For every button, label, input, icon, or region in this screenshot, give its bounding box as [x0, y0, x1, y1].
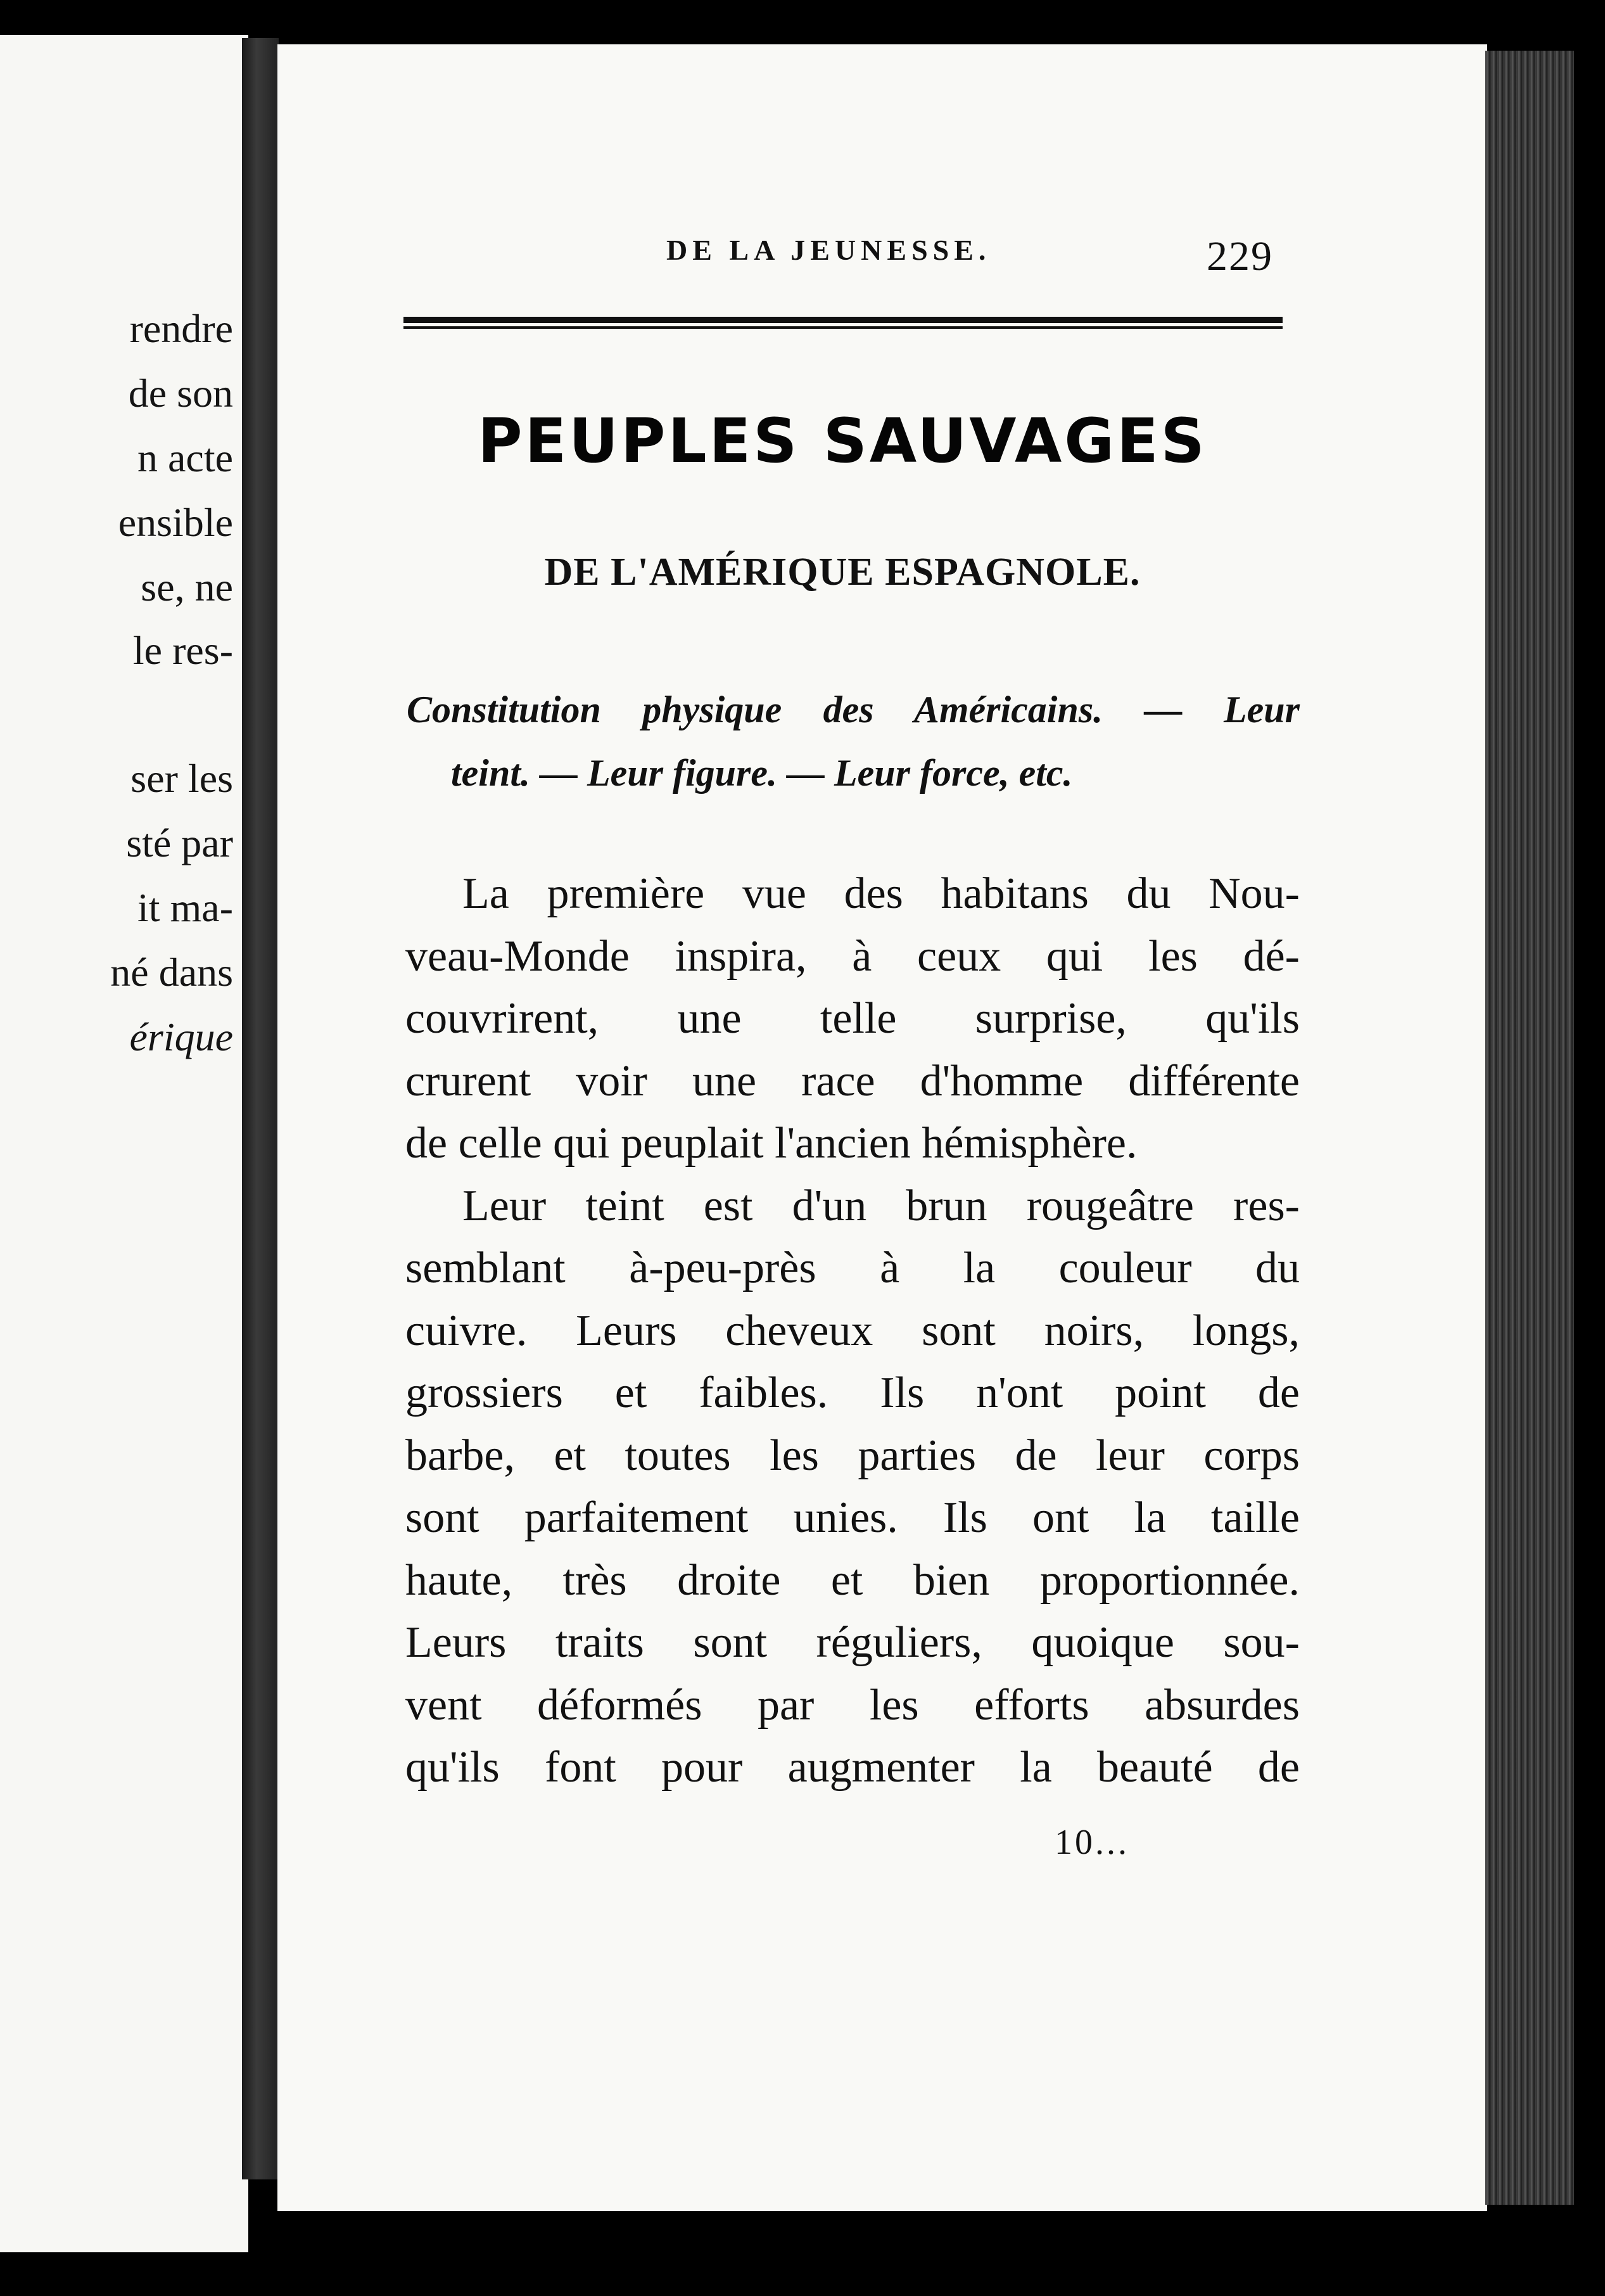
left-page-line: ensible	[118, 500, 233, 545]
left-page-line: rendre	[129, 306, 233, 351]
scan-border	[0, 0, 1605, 38]
left-page-line: le res-	[132, 628, 233, 673]
header-rule-thick	[403, 317, 1283, 323]
body-line: Leur teint est d'un brun rougeâtre res-	[462, 1181, 1300, 1230]
left-page	[0, 35, 248, 2252]
summary-line: teint. — Leur figure. — Leur force, etc.	[451, 752, 1073, 794]
left-page-line: it ma-	[137, 885, 233, 930]
summary-line: Constitution physique des Américains. — Leur	[407, 689, 1300, 730]
body-line: semblant à-peu-près à la couleur du	[405, 1244, 1300, 1292]
left-page-line: érique	[129, 1014, 233, 1059]
body-line: qu'ils font pour augmenter la beauté de	[405, 1743, 1300, 1792]
body-line: crurent voir une race d'homme différente	[405, 1056, 1300, 1106]
body-line: La première vue des habitans du Nou-	[462, 869, 1300, 918]
body-line: grossiers et faibles. Ils n'ont point de	[405, 1368, 1300, 1417]
left-page-line: sté par	[126, 820, 233, 865]
body-line: Leurs traits sont réguliers, quoique sou-	[405, 1618, 1300, 1667]
body-line: cuivre. Leurs cheveux sont noirs, longs,	[405, 1306, 1300, 1355]
body-line: haute, très droite et bien proportionnée.	[405, 1555, 1300, 1605]
left-page-line: se, ne	[141, 564, 233, 609]
body-line: couvrirent, une telle surprise, qu'ils	[405, 994, 1300, 1043]
page-number: 229	[1207, 233, 1273, 279]
chapter-summary	[407, 678, 1300, 805]
body-line: veau-Monde inspira, à ceux qui les dé-	[405, 931, 1300, 981]
body-line: barbe, et toutes les parties de leur corps	[405, 1431, 1300, 1480]
left-page-line: né dans	[110, 950, 233, 995]
left-page-line: ser les	[130, 756, 233, 801]
body-line: sont parfaitement unies. Ils ont la taille	[405, 1493, 1300, 1542]
left-page-line: n acte	[137, 435, 233, 480]
chapter-title: PEUPLES SAUVAGES	[478, 405, 1207, 476]
body-line: de celle qui peuplait l'ancien hémisphère.	[405, 1119, 1138, 1168]
body-text	[405, 863, 1300, 1799]
header-rule-thin	[403, 326, 1283, 329]
running-head: DE LA JEUNESSE.	[666, 234, 991, 266]
left-page-line: de son	[128, 371, 233, 416]
book-gutter	[242, 38, 279, 2179]
body-line: vent déformés par les efforts absurdes	[405, 1680, 1300, 1730]
catchword: 10...	[1055, 1823, 1129, 1862]
page-edge	[1485, 51, 1574, 2205]
chapter-subtitle: DE L'AMÉRIQUE ESPAGNOLE.	[544, 551, 1141, 594]
